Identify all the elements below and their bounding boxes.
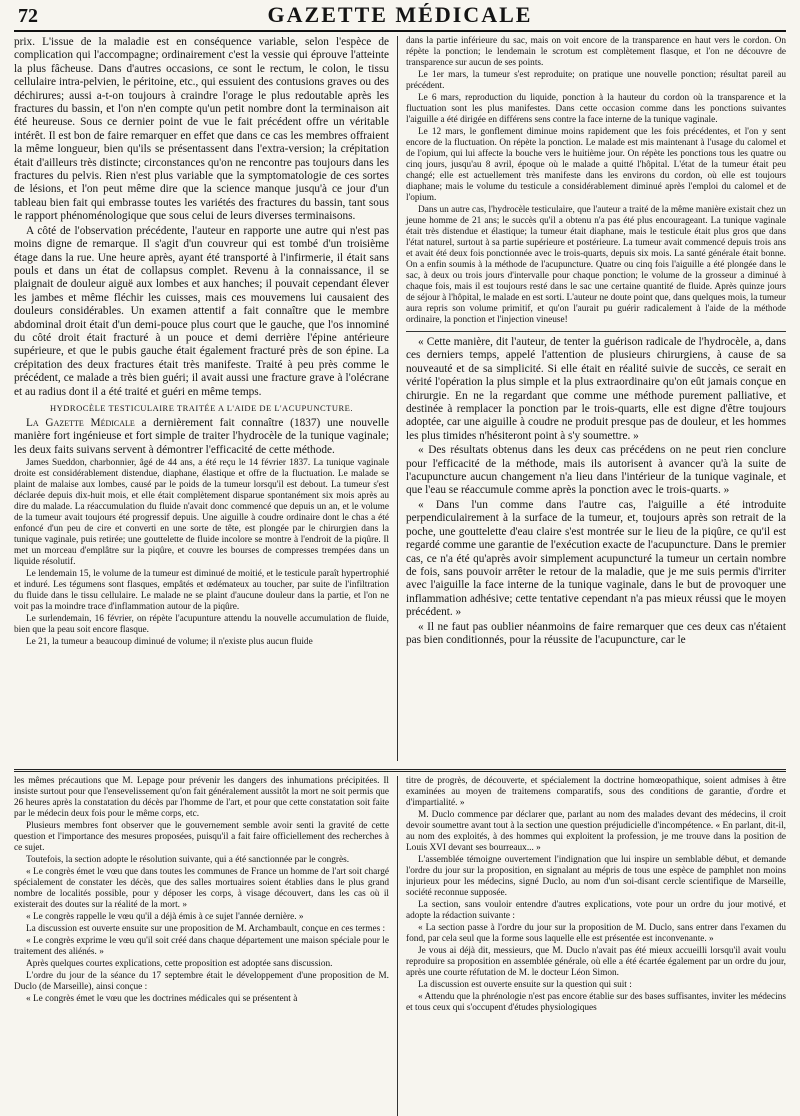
paragraph: A côté de l'observation précédente, l'auteur en rapporte une autre qui n'est pas moins digne de remarque. Il s'agit d'un couvreur qui est tombé d'un troisième étage dans la rue. Une heure après, ayant été transporté à l'infirmerie, il était sans pouls et dans un état de collapsus complet. Revenu à la connaissance, il se plaignait de douleur aiguë aux lombes et aux hanches; il pouvait cependant élever les jambes et même fléchir les cuisses, mais ces mouvemens lui causaient des douleurs considérables. Un examen attentif a fait connaître que le membre abdominal droit était d'un demi-pouce plus court que le gauche, que l'os innominé du côté droit était fracturé à un pouce et demi derrière l'épine antérieure supérieure, et que le pubis gauche était également fracturé près de son épine. La crépitation des deux fractures était très manifeste. Traité à peu près comme le précédent, ce malade a très bien guéri; il avait aussi une fracture grave à l'olécrane et au radius dont il a été traité et guéri en même temps. (14, 224, 389, 398)
upper-right-column (398, 36, 786, 761)
quote-paragraph: « Attendu que la phrénologie n'est pas encore établie sur des bases suffisantes, inviter les médecins et tous ceux qui s'occupent d'études physiologiques (406, 992, 786, 1013)
paragraph: Le lendemain 15, le volume de la tumeur est diminué de moitié, et le testicule paraît hypertrophié et induré. Les tégumens sont flasques, empâtés et œdémateux au toucher, par suite de l'infiltration du fluide dans le tissu cellulaire. Le malade ne se plaint d'aucune douleur dans la partie, et l'on ne voit pas la moindre trace d'inflammation autour de la piqûre. (14, 569, 389, 613)
quote-paragraph: « La section passe à l'ordre du jour sur la proposition de M. Duclo, sans entrer dans l'examen du fond, par cela seul que la forme sous laquelle elle est présentée est inconvenante. » (406, 923, 786, 944)
paragraph: prix. L'issue de la maladie est en conséquence variable, selon l'espèce de complication qui l'accompagne; ordinairement c'est la vessie qui éprouve l'atteinte la plus fâcheuse. Dans d'autres occasions, ce sont le rectum, le colon, le tissu cellulaire intra-pelvien, le péritoine, etc., qui essuient des contusions graves ou des déchirures; aussi a-t-on toujours à craindre l'orage le plus redoutable après les fractures du bassin, et l'on n'en compte qu'un petit nombre dont la terminaison ait été heureuse. Sous ce dernier point de vue le fait précédent offre un véritable intérêt. Il est bon de faire remarquer en effet que dans ce cas les membres offraient la même longueur, bien qu'ils se présentassent dans l'extra-version; la crépitation était d'ailleurs très distincte; circonstances qu'on ne rencontre pas toujours dans les fractures du pelvis. Rien n'est plus variable que la symptomatologie de ces sortes de lésions, et l'on peut même dire que la science manque jusqu'à ce jour d'un tableau bien fait qui embrasse toutes les variétés des fractures du bassin, tant sous le rapport phénoménologique que sous celui de leurs diverses terminaisons. (14, 36, 389, 223)
page-number: 72 (18, 5, 38, 27)
quote-paragraph: « Des résultats obtenus dans les deux cas précédens on ne peut rien conclure pour l'efficacité de la méthode, mais ils autorisent à avancer qu'à la suite de l'acupuncture aucun changement n'a lieu dans l'intérieur de la tunique vaginale, et que l'eau se réaccumule comme après la ponction avec le trois-quarts. » (406, 444, 786, 497)
paragraph (14, 417, 389, 457)
paragraph: Le 12 mars, le gonflement diminue moins rapidement que les fois précédentes, et l'on y sent encore de la fluctuation. On répète la ponction. Le malade est mis maintenant à l'usage du calomel et de l'opium, qui lui affecte la bouche vers le huitième jour. On répète les ponctions tous les quatre ou cinq jours, jusqu'au 8 avril, époque où le malade a quitté l'hôpital. L'état de la tumeur était peu changé; elle est actuellement très manifeste dans les environs du cordon, où elle est toujours diaphane; mais le volume du testicule a considérablement diminué après l'emploi du calomel et de l'opium. (406, 127, 786, 203)
paragraph: La section, sans vouloir entendre d'autres explications, vote pour un ordre du jour motivé, et adopte la rédaction suivante : (406, 900, 786, 921)
paragraph: Le 1er mars, la tumeur s'est reproduite; on pratique une nouvelle ponction; résultat pareil au précédent. (406, 70, 786, 91)
paragraph: Après quelques courtes explications, cette proposition est adoptée sans discussion. (26, 959, 333, 969)
paragraph: Dans un autre cas, l'hydrocèle testiculaire, que l'auteur a traité de la même manière existait chez un jeune homme de 21 ans; le succès qu'il a obtenu n'a pas été plus encourageant. La tunique vaginale était très distendue et élastique; la tumeur était diaphane, mais le testicule était plus gros que dans l'état naturel, surtout à sa partie supérieure et postérieure. La tumeur avait commencé depuis trois ans et avait été deux fois ponctionnée avec le trois-quarts, depuis six mois. La santé générale était bonne. On a enfin soumis à la méthode de l'acupuncture. Quatre ou cinq fois l'aiguille a été plongée dans le sac, à deux ou trois jours d'intervalle pour chaque ponction; le volume de la grosseur a diminué à chaque fois, mais il est toujours resté dans le sac une certaine quantité de fluide. Après quinze jours de séjour à l'hôpital, le malade en est sorti. L'auteur ne doute point que, dans quelques mois, la tumeur aura repris son volume primitif, et qu'on l'aurait pu guérir radicalement à l'aide de la méthode ordinaire, la ponction et l'injection vineuse! (406, 205, 786, 325)
divider (406, 331, 786, 332)
quote-paragraph: « Le congrès rappelle le vœu qu'il a déjà émis à ce sujet l'année dernière. » (26, 912, 304, 922)
lower-left-column (14, 776, 398, 1116)
quote-paragraph: « Le congrès émet le vœu que dans toutes les communes de France un homme de l'art soit chargé spécialement de constater les décès, que des salles mortuaires soient établies dans le plus grand nombre de localités possible, pour y déposer les corps, à visage découvert, dans les cas où il existerait des doutes sur la réalité de la mort. » (14, 867, 389, 910)
paragraph: M. Duclo commence par déclarer que, parlant au nom des malades devant des médecins, il croit devoir soumettre avant tout à la section une question préjudicielle d'incompétence. « En parlant, dit-il, au nom des exploités, à des hommes qui exploitent la profession, je me trouve dans la position de Louis XVI devant ses bourreaux... » (406, 810, 786, 853)
paragraph: L'ordre du jour de la séance du 17 septembre était le développement d'une proposition de M. Duclo (de Marseille), ainsi conçue : (14, 971, 389, 992)
paragraph: James Sueddon, charbonnier, âgé de 44 ans, a été reçu le 14 février 1837. La tunique vaginale droite est considérablement distendue, diaphane, élastique et offre de la fluctuation. Le malade se plaint de malaise aux lombes, causé par le poids de la tumeur lorsqu'il est debout. La tumeur s'est déclarée depuis dix-huit mois, et elle était complètement disparue spontanément six mois après au dire du malade. La réaccumulation du fluide n'avait donc commencé que depuis un an, et le volume de la tumeur avait toujours été progressif depuis. Une aiguille à coudre ordinaire dont le chas a été enfoncé d'un peu de cire et converti en une sorte de tête, est plongée par le chirurgien dans la tunique vaginale, puis retirée; une gouttelette de fluide incolore se montre à l'endroit de la piqûre. Il met un morceau d'emplâtre sur la piqûre, et couvre les bourses de compresses trempées dans un liquide résolutif. (14, 458, 389, 568)
quote-paragraph: « Il ne faut pas oublier néanmoins de faire remarquer que ces deux cas n'étaient pas bien conditionnés, pour la réussite de l'acupuncture, car le (406, 620, 786, 646)
paragraph: titre de progrès, de découverte, et spécialement la doctrine homœopathique, soient admises à être examinées au moyen de traitemens comparatifs, sous des conditions de garantie, d'ordre et d'impartialité. » (406, 776, 786, 808)
page-header (14, 0, 786, 32)
paragraph: Plusieurs membres font observer que le gouvernement semble avoir senti la gravité de cette question et l'importance des mesures proposées, puisqu'il a fait faire officiellement des recherches à ce sujet. (14, 821, 389, 853)
quote-paragraph: « Le congrès exprime le vœu qu'il soit créé dans chaque département une maison spéciale pour le traitement des aliénés. » (14, 936, 389, 957)
journal-title: GAZETTE MÉDICALE (267, 2, 533, 27)
quote-paragraph: « Dans l'un comme dans l'autre cas, l'aiguille a été introduite perpendiculairement à la surface de la tumeur, et, toujours après son retrait de la poche, une gouttelette d'eau claire s'est montrée sur le lieu de la piqûre, ce qu'il est regardé comme une garantie de l'exécution exacte de l'acupuncture. Dans le premier cas, ce n'a été qu'après avoir simplement acupuncturé la tumeur un certain nombre de fois, sans pouvoir arrêter le retour de la maladie, que je me suis permis d'irriter avec l'aiguille la face interne de la tunique vaginale, dans le but de provoquer une inflammation adhésive; cette tentative cependant n'a pas mieux réussi que le moyen précédent. » (406, 498, 786, 619)
upper-section (14, 36, 786, 761)
paragraph: Le surlendemain, 16 février, on répète l'acupunture attendu la nouvelle accumulation de fluide, bien que la peau soit encore flasque. (14, 614, 389, 636)
lower-section (14, 776, 786, 1116)
section-divider (14, 769, 786, 772)
quote-paragraph: « Cette manière, dit l'auteur, de tenter la guérison radicale de l'hydrocèle, a, dans ces derniers temps, appelé l'attention de plusieurs chirurgiens, à cause de sa nouveauté et de sa simplicité. Si elle était en réalité suivie de succès, ce serait en vérité l'opération la plus simple et la plus extraordinaire qu'on eût jamais conçue en chirurgie. En ne la regardant que comme une méthode purement palliative, et destinée à remplacer la ponction par le trois-quarts, elle est digne d'être toujours adoptée, car une aiguille à coudre ne produit presque pas de douleur, et les hommes les plus timides n'hésiteront point à s'y soumettre. » (406, 336, 786, 442)
paragraph: La discussion est ouverte ensuite sur la question qui suit : (418, 980, 632, 990)
paragraph-text: a dernièrement fait connaître (1837) une nouvelle manière fort ingénieuse et fort simple de traiter l'hydrocèle de la tunique vaginale; les deux faits suivans servent à démontrer l'efficacité de cette méthode. (14, 416, 389, 456)
paragraph: Je vous ai déjà dit, messieurs, que M. Duclo n'avait pas été mieux accueilli lorsqu'il avait voulu reproduire sa proposition en assemblée générale, où elle a été écartée également par un ordre du jour, après une courte réfutation de M. le docteur Léon Simon. (406, 946, 786, 978)
journal-name-lead: La Gazette Médicale (26, 416, 135, 429)
paragraph: les mêmes précautions que M. Lepage pour prévenir les dangers des inhumations précipitées. Il insiste surtout pour que l'ensevelissement qu'on fait généralement aussitôt la mort ne soit permis que 26 heures après la constatation du décès par l'homme de l'art, et pour que cette constatation soit faite par le médecin deux fois pour le même corps, etc. (14, 776, 389, 819)
paragraph: La discussion est ouverte ensuite sur une proposition de M. Archambault, conçue en ces termes : (26, 924, 386, 934)
paragraph: Toutefois, la section adopte le résolution suivante, qui a été sanctionnée par le congrès. (26, 855, 350, 865)
paragraph: Le 6 mars, reproduction du liquide, ponction à la hauteur du cordon où la transparence et la fluctuation sont les plus manifestes. Dans cette occasion comme dans les ponctions suivantes l'aiguille a été dirigée en différens sens contre la face interne de la tunique vaginale. (406, 93, 786, 125)
paragraph: L'assemblée témoigne ouvertement l'indignation que lui inspire un semblable début, et demande l'ordre du jour sur la proposition, en signalant au mépris de tous une espèce de pamphlet non moins injurieux pour les médecins, signé Duclo, au nom d'un soi-disant cercle scientifique de Marseille, société reconnue supposée. (406, 855, 786, 898)
section-title: HYDROCÈLE TESTICULAIRE TRAITÉE A L'AIDE DE L'ACUPUNCTURE. (50, 402, 353, 413)
lower-right-column (398, 776, 786, 1116)
upper-left-column (14, 36, 398, 761)
paragraph: dans la partie inférieure du sac, mais on voit encore de la transparence en haut vers le cordon. On répète la ponction; le lendemain le scrotum est complètement flasque, et l'on ne découvre de transparence sur aucun de ses points. (406, 36, 786, 68)
paragraph: Le 21, la tumeur a beaucoup diminué de volume; il n'existe plus aucun fluide (26, 637, 313, 648)
quote-paragraph: « Le congrès émet le vœu que les doctrines médicales qui se présentent à (26, 994, 298, 1004)
